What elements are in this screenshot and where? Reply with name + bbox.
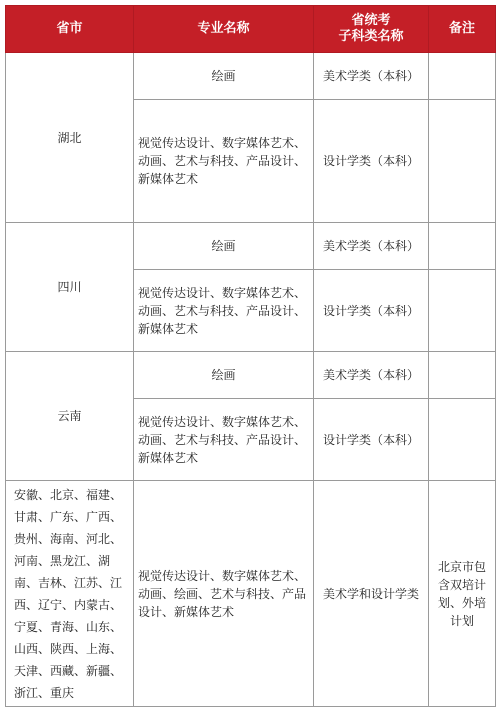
table-row (6, 481, 496, 707)
major-cell: 视觉传达设计、数字媒体艺术、动画、艺术与科技、产品设计、新媒体艺术 (134, 399, 314, 481)
category-cell: 美术学类（本科） (314, 352, 429, 399)
note-cell (429, 399, 496, 481)
note-cell (429, 270, 496, 352)
province-cell: 安徽、北京、福建、甘肃、广东、广西、贵州、海南、河北、河南、黑龙江、湖南、吉林、江苏、江西、辽宁、内蒙古、宁夏、青海、山东、山西、陕西、上海、天津、西藏、新疆、浙江、重庆 (6, 481, 134, 707)
major-cell: 绘画 (134, 223, 314, 270)
header-note: 备注 (429, 6, 496, 53)
note-cell (429, 100, 496, 223)
table-row (6, 53, 496, 100)
province-cell: 四川 (6, 223, 134, 352)
header-major: 专业名称 (134, 6, 314, 53)
category-cell: 美术学类（本科） (314, 53, 429, 100)
header-category-line1: 省统考 (351, 13, 391, 28)
note-cell (429, 223, 496, 270)
province-cell: 湖北 (6, 53, 134, 223)
note-cell (429, 352, 496, 399)
note-cell: 北京市包含双培计划、外培计划 (429, 481, 496, 707)
table-header-row (6, 6, 496, 53)
category-cell: 设计学类（本科） (314, 100, 429, 223)
major-cell: 绘画 (134, 53, 314, 100)
major-cell: 视觉传达设计、数字媒体艺术、动画、艺术与科技、产品设计、新媒体艺术 (134, 270, 314, 352)
category-cell: 设计学类（本科） (314, 270, 429, 352)
header-category (314, 6, 429, 53)
category-cell: 设计学类（本科） (314, 399, 429, 481)
major-cell: 视觉传达设计、数字媒体艺术、动画、艺术与科技、产品设计、新媒体艺术 (134, 100, 314, 223)
province-cell: 云南 (6, 352, 134, 481)
category-cell: 美术学和设计学类 (314, 481, 429, 707)
table-row (6, 352, 496, 399)
header-category-line2: 子科类名称 (338, 29, 404, 44)
table-row (6, 223, 496, 270)
note-cell (429, 53, 496, 100)
category-cell: 美术学类（本科） (314, 223, 429, 270)
header-province: 省市 (6, 6, 134, 53)
major-cell: 视觉传达设计、数字媒体艺术、动画、绘画、艺术与科技、产品设计、新媒体艺术 (134, 481, 314, 707)
major-cell: 绘画 (134, 352, 314, 399)
major-category-table (5, 5, 496, 707)
